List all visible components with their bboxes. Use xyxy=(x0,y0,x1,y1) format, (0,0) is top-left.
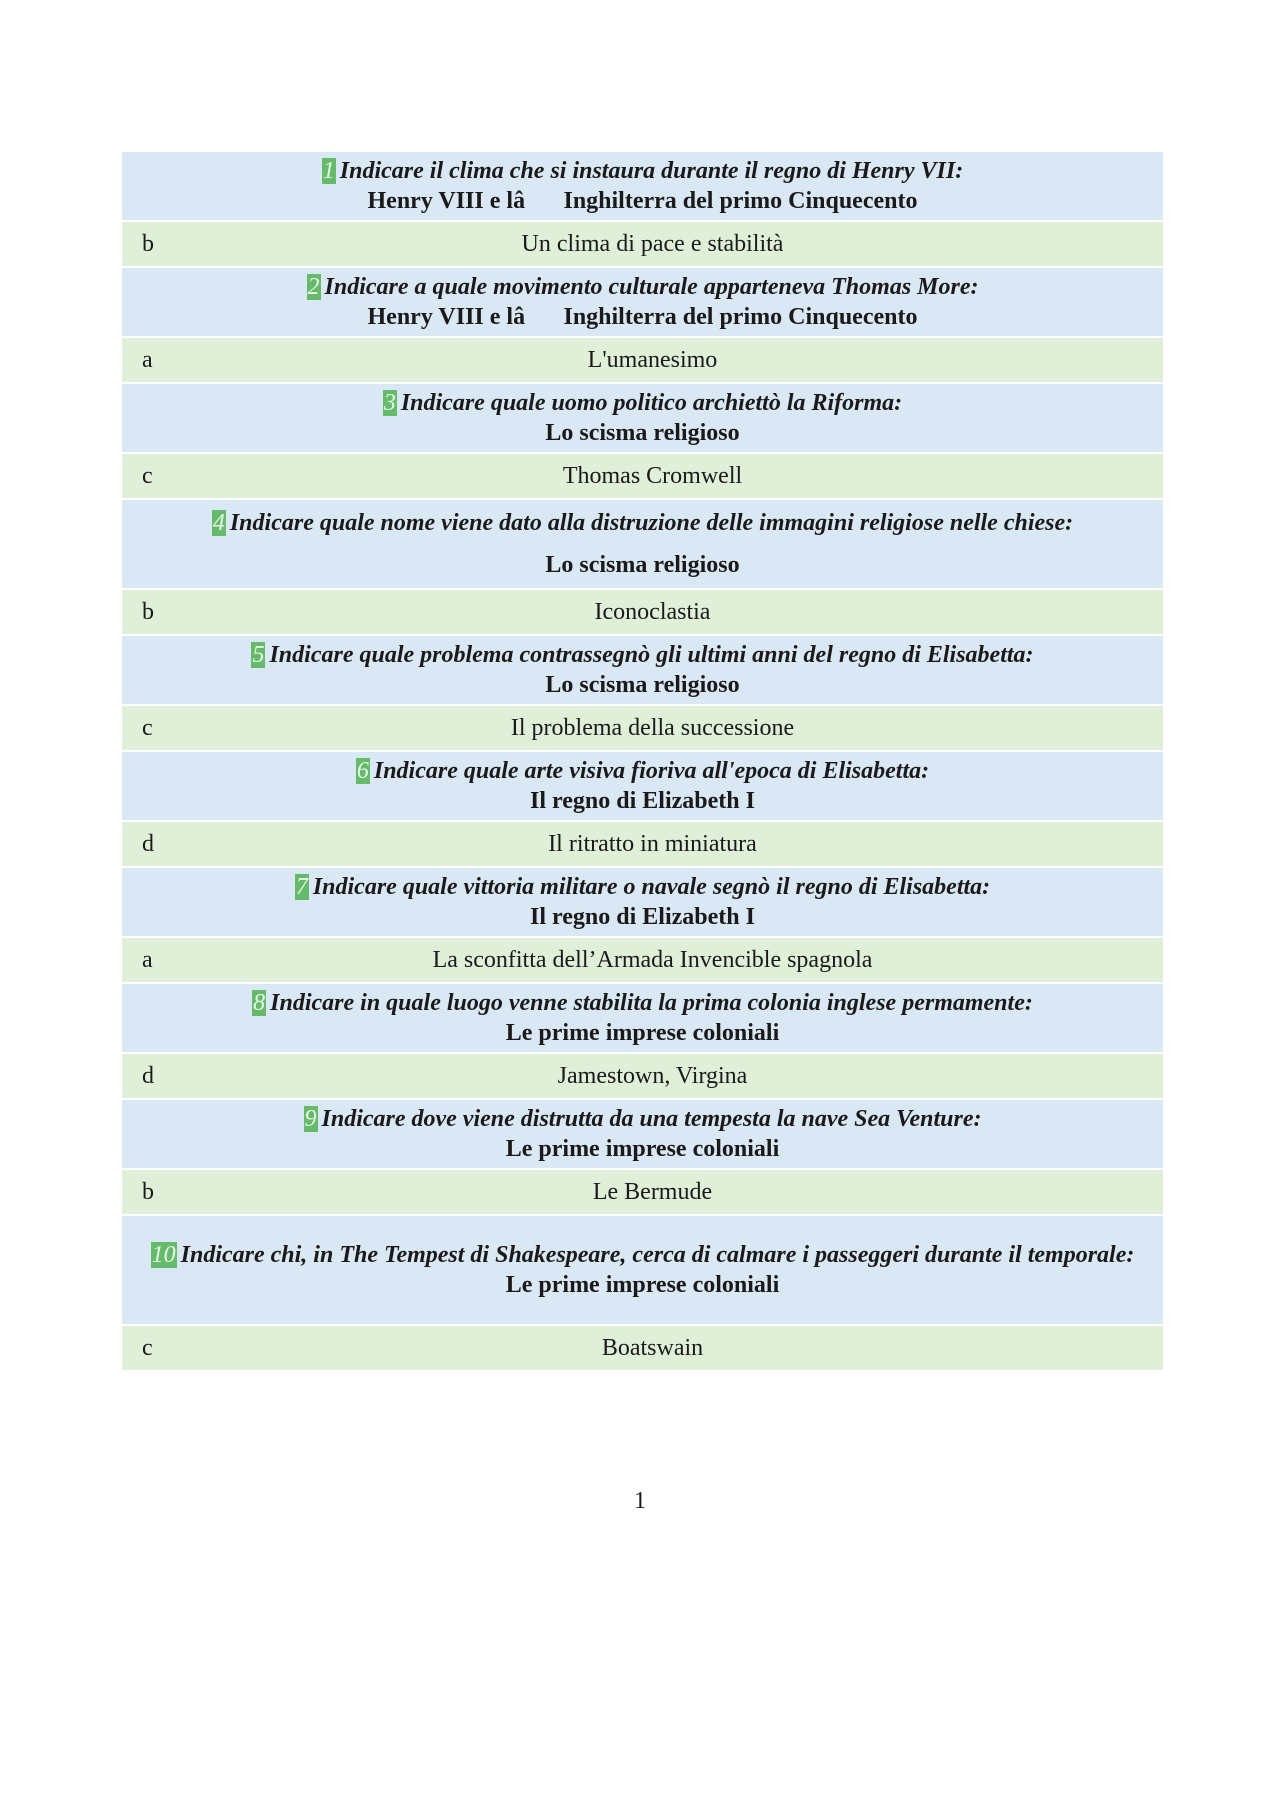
question-number: 3 xyxy=(383,390,396,416)
question-row xyxy=(122,1216,1163,1324)
question-topic: Lo scisma religioso xyxy=(545,672,740,698)
answer-letter: a xyxy=(142,347,153,373)
answer-row xyxy=(122,1170,1163,1214)
question-row xyxy=(122,752,1163,820)
question-row xyxy=(122,268,1163,336)
question-row xyxy=(122,636,1163,704)
question-topic: Le prime imprese coloniali xyxy=(505,1136,780,1162)
answer-text: Jamestown, Virgina xyxy=(557,1063,748,1089)
question-topic: Il regno di Elizabeth I xyxy=(530,788,755,814)
question-topic: Lo scisma religioso xyxy=(545,552,740,578)
question-topic: Lo scisma religioso xyxy=(545,420,740,446)
answer-letter: a xyxy=(142,947,153,973)
question-text: Indicare dove viene distrutta da una tempesta la nave Sea Venture: xyxy=(321,1106,982,1132)
answer-text: Boatswain xyxy=(601,1335,704,1361)
answer-row xyxy=(122,338,1163,382)
answer-row xyxy=(122,938,1163,982)
answer-text: Il ritratto in miniatura xyxy=(548,831,757,857)
question-text: Indicare quale nome viene dato alla distruzione delle immagini religiose nelle chiese: xyxy=(229,510,1074,536)
question-number: 4 xyxy=(212,510,225,536)
question-row xyxy=(122,152,1163,220)
question-number: 5 xyxy=(252,642,265,668)
answer-letter: b xyxy=(142,1179,154,1205)
answer-letter: c xyxy=(142,1335,153,1361)
question-topic: Il regno di Elizabeth I xyxy=(530,904,755,930)
answer-letter: d xyxy=(142,1063,154,1089)
answer-text: Thomas Cromwell xyxy=(562,463,743,489)
question-row xyxy=(122,868,1163,936)
answer-letter: d xyxy=(142,831,154,857)
answer-text: Un clima di pace e stabilità xyxy=(521,231,784,257)
question-number: 9 xyxy=(304,1106,317,1132)
answer-row xyxy=(122,222,1163,266)
answer-text: L'umanesimo xyxy=(587,347,718,373)
question-number: 6 xyxy=(356,758,369,784)
answer-text: Le Bermude xyxy=(592,1179,713,1205)
answer-row xyxy=(122,822,1163,866)
question-text: Indicare a quale movimento culturale apparteneva Thomas More: xyxy=(324,274,979,300)
answer-letter: b xyxy=(142,231,154,257)
question-number: 2 xyxy=(307,274,320,300)
question-text: Indicare quale arte visiva fioriva all'epoca di Elisabetta: xyxy=(373,758,930,784)
question-number: 1 xyxy=(322,158,335,184)
answer-letter: b xyxy=(142,599,154,625)
question-topic: Henry VIII e lâInghilterra del primo Cinquecento xyxy=(367,188,918,214)
page-number: 1 xyxy=(634,1488,646,1514)
question-text: Indicare chi, in The Tempest di Shakespeare, cerca di calmare i passeggeri durante il temporale: xyxy=(180,1242,1135,1268)
question-number: 7 xyxy=(295,874,308,900)
question-text: Indicare quale vittoria militare o navale segnò il regno di Elisabetta: xyxy=(312,874,991,900)
question-text: Indicare quale problema contrassegnò gli ultimi anni del regno di Elisabetta: xyxy=(269,642,1034,668)
question-row xyxy=(122,500,1163,588)
answer-row xyxy=(122,1054,1163,1098)
question-number: 10 xyxy=(151,1242,176,1268)
answer-text: Iconoclastia xyxy=(594,599,711,625)
question-row xyxy=(122,384,1163,452)
answer-row xyxy=(122,1326,1163,1370)
answer-text: Il problema della successione xyxy=(510,715,795,741)
quiz-table xyxy=(122,152,1163,1372)
question-topic: Le prime imprese coloniali xyxy=(505,1020,780,1046)
question-text: Indicare quale uomo politico archiettò la Riforma: xyxy=(400,390,903,416)
question-text: Indicare il clima che si instaura durante il regno di Henry VII: xyxy=(339,158,964,184)
question-topic: Henry VIII e lâInghilterra del primo Cinquecento xyxy=(367,304,918,330)
answer-row xyxy=(122,454,1163,498)
question-number: 8 xyxy=(253,990,266,1016)
answer-row xyxy=(122,706,1163,750)
answer-row xyxy=(122,590,1163,634)
answer-text: La sconfitta dell’Armada Invencible spagnola xyxy=(432,947,873,973)
question-text: Indicare in quale luogo venne stabilita la prima colonia inglese permamente: xyxy=(270,990,1033,1016)
answer-letter: c xyxy=(142,463,153,489)
question-topic: Le prime imprese coloniali xyxy=(505,1272,780,1298)
answer-letter: c xyxy=(142,715,153,741)
question-row xyxy=(122,1100,1163,1168)
question-row xyxy=(122,984,1163,1052)
